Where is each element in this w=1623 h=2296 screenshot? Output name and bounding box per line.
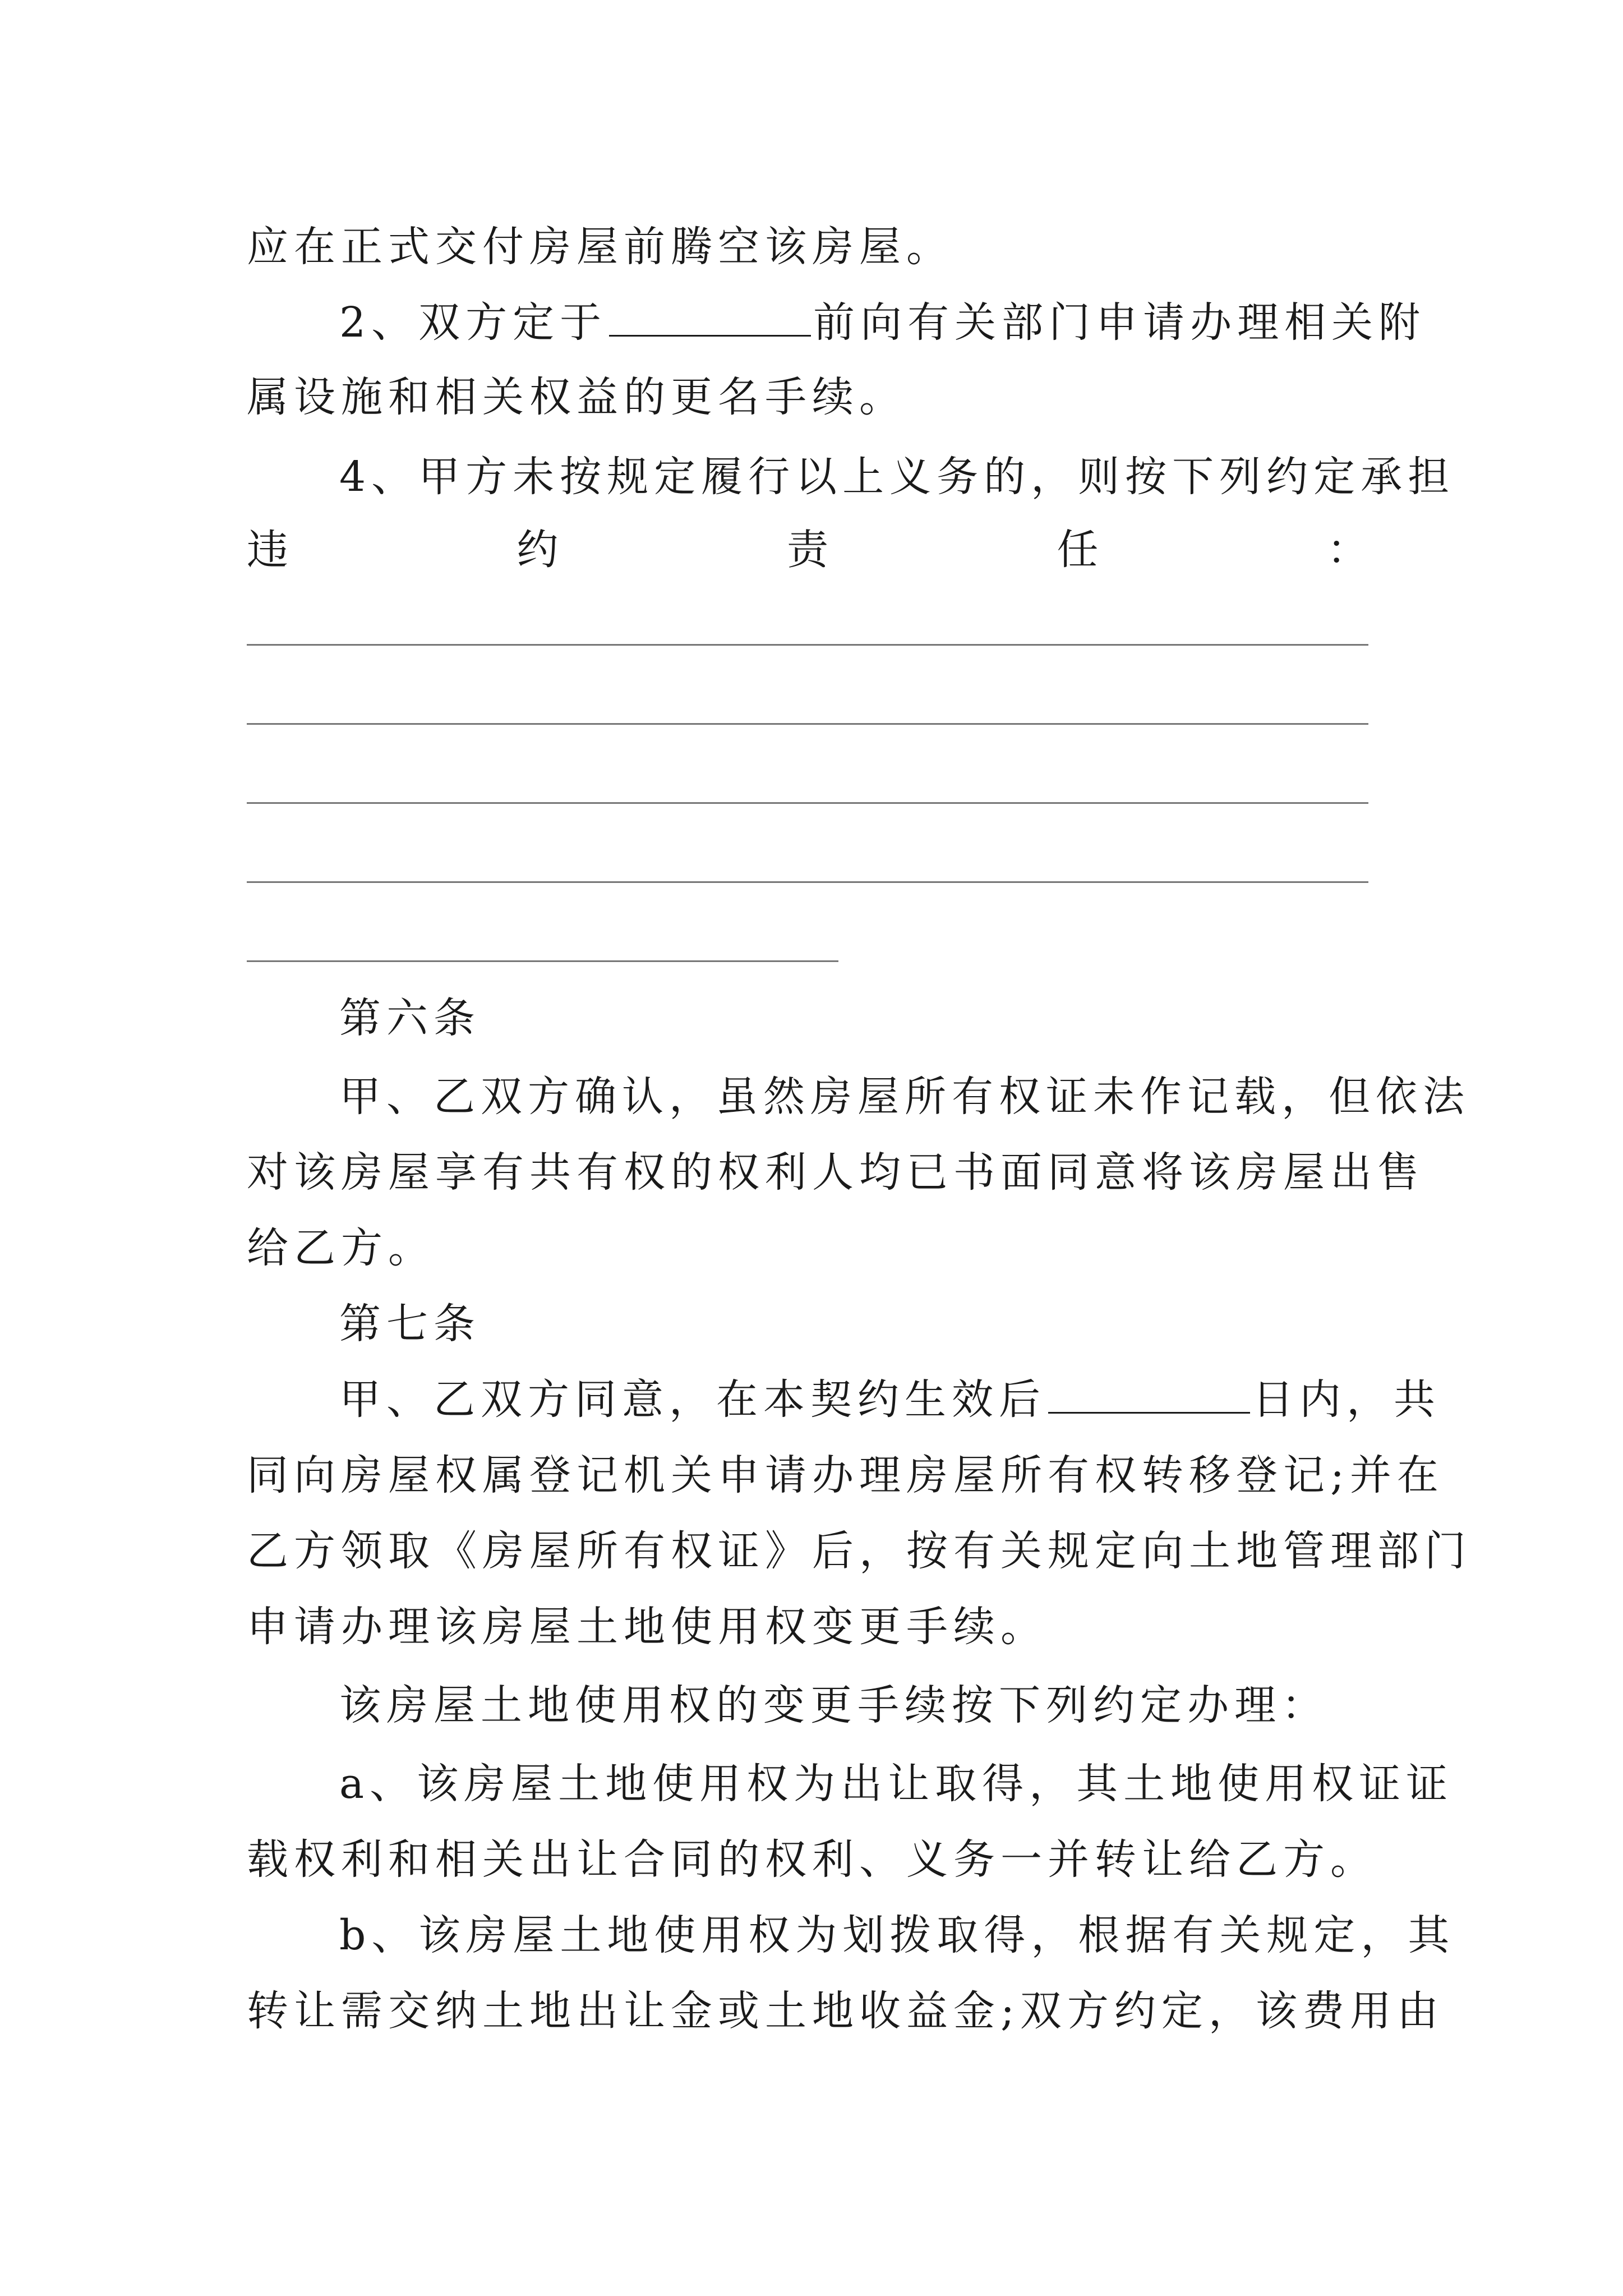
fill-in-blank	[1048, 1376, 1250, 1414]
article-title: 第七条	[339, 1300, 481, 1348]
fill-in-blank	[609, 299, 811, 337]
spread-line	[247, 522, 1368, 578]
paragraph-line: 应在正式交付房屋前腾空该房屋。	[247, 223, 953, 271]
text-fragment: 前向有关部门申请办理相关附	[813, 298, 1426, 347]
paragraph-line: b、该房屋土地使用权为划拨取得，根据有关规定，其	[339, 1911, 1455, 1959]
paragraph-line: 该房屋土地使用权的变更手续按下列约定办理：	[339, 1681, 1329, 1729]
blank-rule	[247, 881, 1368, 883]
paragraph-line: 同向房屋权属登记机关申请办理房屋所有权转移登记;并在	[247, 1451, 1444, 1499]
paragraph-line: a、该房屋土地使用权为出让取得，其土地使用权证证	[339, 1760, 1454, 1808]
spread-char: 约	[517, 526, 559, 574]
spread-char: 任	[1057, 526, 1099, 574]
spread-char: ：	[1327, 526, 1368, 574]
paragraph-line: 甲、乙双方确认，虽然房屋所有权证未作记载，但依法	[339, 1073, 1470, 1121]
paragraph-line: 属设施和相关权益的更名手续。	[247, 373, 906, 421]
spread-char: 责	[787, 526, 828, 574]
text-fragment: 日内，共	[1252, 1375, 1441, 1424]
paragraph-line	[339, 295, 1426, 351]
paragraph-line: 申请办理该房屋土地使用权变更手续。	[247, 1603, 1048, 1651]
blank-rule	[247, 723, 1368, 725]
blank-rule	[247, 644, 1368, 646]
blank-rule	[247, 802, 1368, 804]
paragraph-line: 4、甲方未按规定履行以上义务的，则按下列约定承担	[339, 453, 1455, 501]
spread-char: 违	[247, 526, 288, 574]
paragraph-line: 转让需交纳土地出让金或土地收益金;双方约定，该费用由	[247, 1987, 1444, 2035]
article-title: 第六条	[339, 994, 481, 1042]
blank-rule	[247, 960, 838, 962]
paragraph-line: 乙方领取《房屋所有权证》后，按有关规定向土地管理部门	[247, 1527, 1472, 1575]
paragraph-line	[339, 1372, 1441, 1428]
paragraph-line: 给乙方。	[247, 1224, 435, 1272]
text-fragment: 2、双方定于	[339, 298, 607, 347]
paragraph-line: 载权利和相关出让合同的权利、义务一并转让给乙方。	[247, 1835, 1377, 1884]
text-fragment: 甲、乙双方同意，在本契约生效后	[339, 1375, 1046, 1424]
paragraph-line: 对该房屋享有共有权的权利人均已书面同意将该房屋出售	[247, 1148, 1424, 1197]
